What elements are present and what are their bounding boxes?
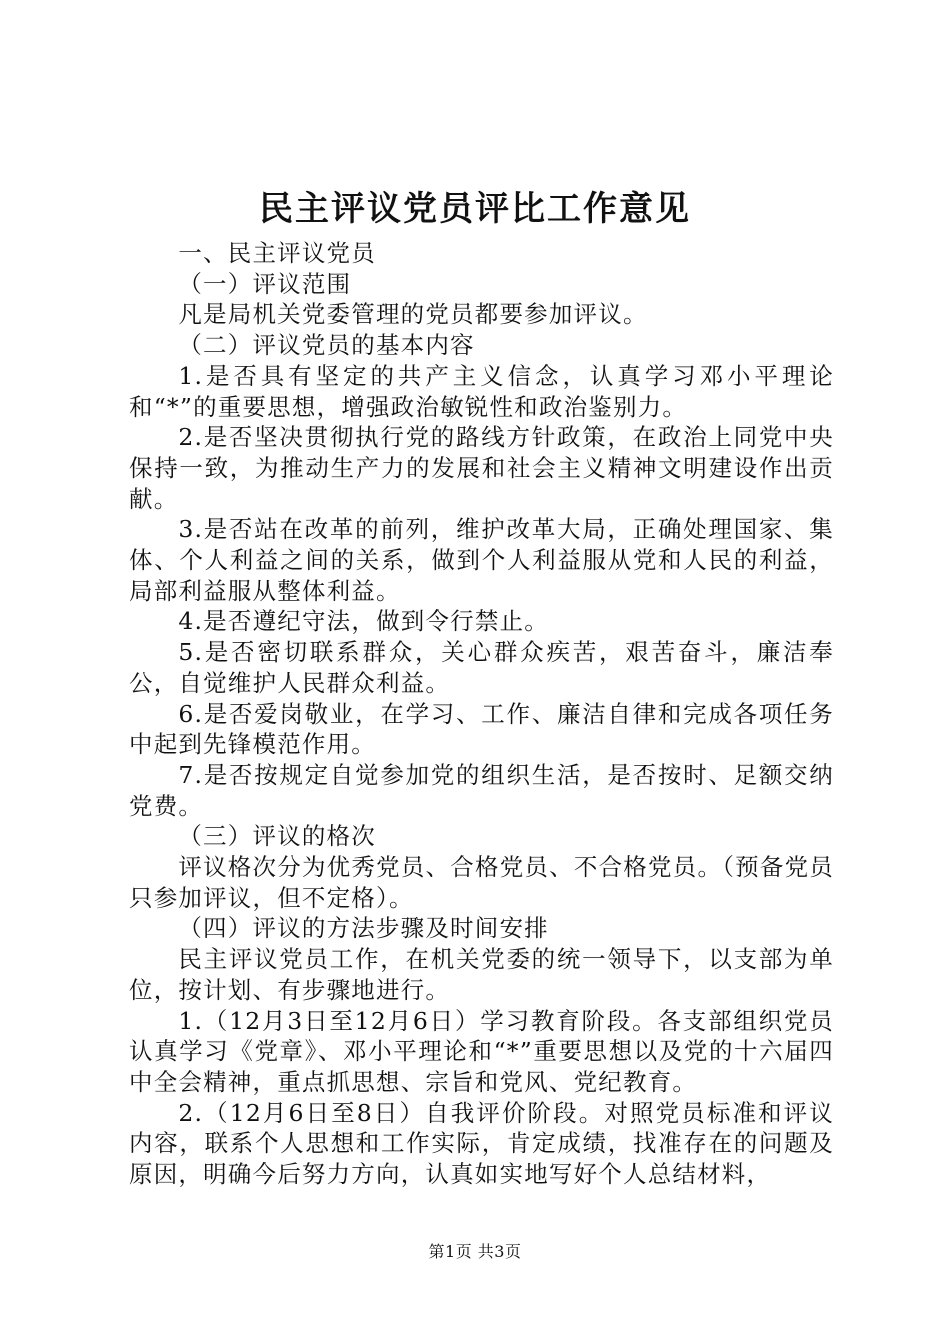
paragraph: 凡是局机关党委管理的党员都要参加评议。: [178, 300, 648, 329]
list-item: 2.是否坚决贯彻执行党的路线方针政策，在政治上同党中央保持一致，为推动生产力的发展和社会主义精神文明建设作出贡献。: [129, 423, 834, 513]
subsection-heading: （二）评议党员的基本内容: [178, 331, 475, 360]
document-body: [129, 238, 834, 1190]
list-item: 7.是否按规定自觉参加党的组织生活，是否按时、足额交纳党费。: [129, 760, 834, 820]
subsection-heading: （三）评议的格次: [178, 822, 376, 851]
paragraph: 民主评议党员工作，在机关党委的统一领导下，以支部为单位，按计划、有步骤地进行。: [129, 945, 834, 1004]
list-item: 5.是否密切联系群众，关心群众疾苦，艰苦奋斗，廉洁奉公，自觉维护人民群众利益。: [129, 638, 834, 697]
section-heading: 一、民主评议党员: [178, 239, 376, 267]
list-item: 6.是否爱岗敬业，在学习、工作、廉洁自律和完成各项任务中起到先锋模范作用。: [129, 699, 834, 759]
list-item: 4.是否遵纪守法，做到令行禁止。: [178, 607, 549, 636]
subsection-heading: （四）评议的方法步骤及时间安排: [178, 914, 549, 943]
subsection-heading: （一）评议范围: [178, 269, 352, 298]
list-item: 1.（12月3日至12月6日）学习教育阶段。各支部组织党员认真学习《党章》、邓小平理论和“*”重要思想以及党的十六届四中全会精神，重点抓思想、宗旨和党风、党纪教育。: [129, 1006, 834, 1096]
paragraph: 评议格次分为优秀党员、合格党员、不合格党员。（预备党员只参加评议，但不定格）。: [129, 853, 834, 912]
page-footer: 第1页 共3页: [428, 1242, 522, 1261]
list-item: 1.是否具有坚定的共产主义信念，认真学习邓小平理论和“*”的重要思想，增强政治敏锐性和政治鉴别力。: [129, 361, 834, 421]
list-item: 3.是否站在改革的前列，维护改革大局，正确处理国家、集体、个人利益之间的关系，做到个人利益服从党和人民的利益，局部利益服从整体利益。: [129, 515, 834, 605]
document-title: 民主评议党员评比工作意见: [259, 189, 691, 229]
list-item: 2.（12月6日至8日）自我评价阶段。对照党员标准和评议内容，联系个人思想和工作实际，肯定成绩，找准存在的问题及原因，明确今后努力方向，认真如实地写好个人总结材料，: [129, 1098, 834, 1189]
